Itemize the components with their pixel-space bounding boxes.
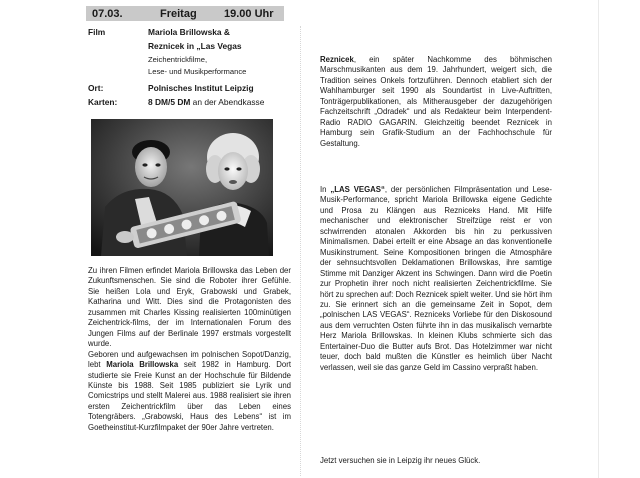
artist-name-reznicek: Reznicek xyxy=(320,55,354,64)
left-paragraph-2 xyxy=(88,350,291,434)
place-label: Ort: xyxy=(88,83,104,93)
event-date: 07.03. xyxy=(92,7,123,20)
tickets-price: 8 DM/5 DM xyxy=(148,97,191,107)
tickets-label: Karten: xyxy=(88,97,118,107)
right-paragraph-3 xyxy=(320,456,552,466)
place-value: Polnisches Institut Leipzig xyxy=(148,83,254,93)
left-paragraph-1: Zu ihren Filmen erfindet Mariola Brillowska das Leben der Zukunftsmenschen. Sie sind die Roboter ihrer Gefühle. Sie heißen Lola und Eryk, Grabowski und Grabek, Katharina und Witt. Dies sind die Protagonisten des zusammen mit Charles Kissing realisierten 100minütigen Zeichentrick-films, der im Internationalen Forum des Jungen Films auf der Berlinale 1997 erstmals vorgestellt wurde. xyxy=(88,266,291,349)
left-paragraph-2-start: Geboren und aufgewachsen im polnischen Sopot/Danzig, lebt xyxy=(88,349,291,370)
performers-photo xyxy=(91,119,273,256)
left-paragraph-2-end: seit 1982 in Hamburg. Dort studierte sie Freie Kunst an der Hochschule für Bildende Künste bis 1988. Seit 1985 publiziert sie Lyrik und Comicstrips und stellt Malerei aus. 1988 realisiert sie ihren ersten Zeichentrickfilm über das Leben eines Totengräbers. „Grabowski, Haus des Lebens“ ist im Goetheinstitut-Kurzfilmpaket der 90er Jahre vertreten. xyxy=(88,360,291,432)
right-paragraph-2 xyxy=(320,185,552,373)
event-header-bar xyxy=(86,6,284,21)
film-title-line1: Mariola Brillowska & xyxy=(148,27,230,37)
right-paragraph-1-text: , ein später Nachkomme des böhmischen Marschmusikanten aus dem 19. Jahrhundert, weigert sich, die Tradition seines Onkels fortzuführen. Dennoch etabliert sich der Wahlhamburger seit 1990 als Soundartist in Live-Auftritten, Tonträgerpublikationen, als Mitherausgeber der dazugehörigen Fachzeitschrift „Odradek“ und als Redakteur beim Interpendent-Radio RADIO GAGARIN. Gleichzeitig beendet Reznicek in Hamburg sein Grafik-Studium an der Fachhochschule für Gestaltung. xyxy=(320,55,552,148)
artist-name-brillowska: Mariola Brillowska xyxy=(106,360,179,370)
column-divider xyxy=(300,26,302,476)
film-subtitle-2: Lese- und Musikperformance xyxy=(148,67,247,76)
page-edge-rule xyxy=(598,0,599,478)
event-time: 19.00 Uhr xyxy=(224,7,274,20)
right-paragraph-2-text: , der persönlichen Filmpräsentation und Lese-Musik-Performance, spricht Mariola Brillowska eigene Gedichte und Prosa zu Klängen aus Rezniceks Hand. Mit Hilfe mechanischer und elektronischer Streifzüge reist er von schwirrenden atonalen Akkorden bis hin zu perkussiven Minimalismen. Dabei erteilt er eine Absage an das konventionelle Musikinstrument. Seine Kompositionen bringen die Atmosphäre der sehnsuchtsvollen Deklamationen Brillowskas, ihre samtige Stimme mit Danziger Akzent ins Schwingen. Dann wird die Poetin zur Prophetin ihrer noch nicht realisierten Zeichentrickfilme. Sie hört zu sprechen auf: Doch Reznicek spielt weiter. Und sie hört ihm zu. Sie erinnert sich an die gemeinsame Zeit in Sopot, dem „polnischen LAS VEGAS“. Rezniceks Vorliebe für den Diskosound aus dem verruchten Osten führte ihn in das musikalisch vernarbte Herz Mariola Brillowskas. In kleinen Klubs schmierte sich das Entertainer-Duo die Butter aufs Brot. Das Hotelzimmer war nicht teuer, doch bald mußten die Künstler es heimlich über Nacht verlassen, weil sie das ganze Geld im Cassino verpraßt haben. xyxy=(320,185,552,372)
film-title-line2: Reznicek in „Las Vegas xyxy=(148,41,242,51)
tickets-value xyxy=(148,97,264,108)
right-paragraph-1 xyxy=(320,55,552,149)
tickets-note: an der Abendkasse xyxy=(190,97,265,107)
film-label: Film xyxy=(88,27,106,37)
performers-photo-image xyxy=(91,119,273,256)
left-article xyxy=(88,266,291,433)
closing-sentence: Jetzt versuchen sie in Leipzig ihr neues Glück. xyxy=(320,456,481,465)
event-weekday: Freitag xyxy=(160,7,197,20)
performance-title: „LAS VEGAS“ xyxy=(330,185,385,194)
film-subtitle-1: Zeichentrickfilme, xyxy=(148,55,208,64)
right-paragraph-2-start: In xyxy=(320,185,331,194)
